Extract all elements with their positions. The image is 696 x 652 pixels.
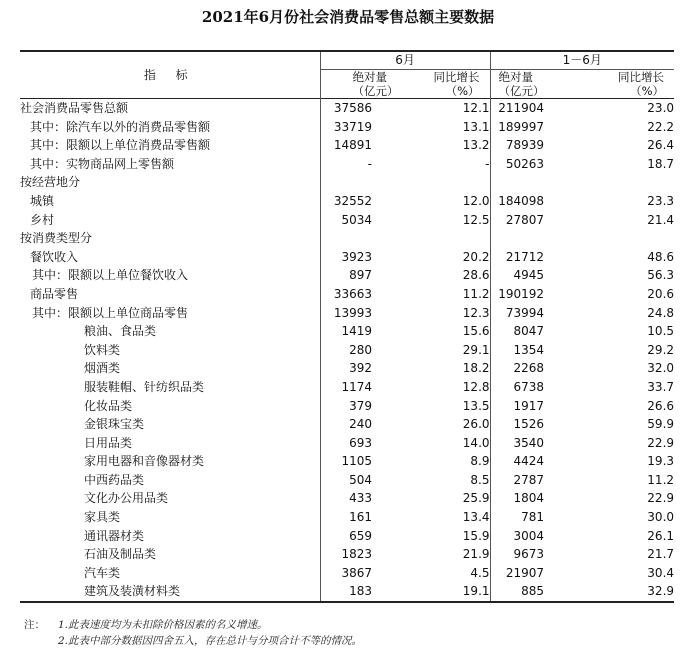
- row-label: 餐饮收入: [30, 249, 79, 264]
- month-abs-cell: 897: [320, 266, 372, 285]
- month-abs-header: 绝对量 （亿元）: [352, 70, 399, 98]
- ytd-yoy-cell: 30.4: [647, 565, 675, 580]
- ytd-yoy-header: 同比增长 （%）: [618, 70, 665, 98]
- row-label: 文化办公用品类: [84, 491, 169, 506]
- row-label: 城镇: [30, 193, 55, 208]
- table-row: [20, 582, 674, 602]
- month-yoy-cell: 15.6: [462, 324, 490, 339]
- ytd-yoy-cell: 22.2: [647, 119, 675, 134]
- month-yoy-cell: 11.2: [462, 286, 490, 301]
- table-row: [20, 564, 674, 583]
- month-abs-cell: 14891: [320, 136, 372, 155]
- ytd-yoy-cell: 23.0: [647, 101, 675, 115]
- ytd-abs-cell: 211904: [490, 99, 544, 118]
- ytd-yoy-cell: 32.9: [544, 582, 674, 602]
- ytd-group-header: 1－6月: [490, 51, 674, 70]
- table-row: [20, 211, 674, 230]
- ytd-yoy-cell: 21.7: [647, 547, 675, 562]
- month-abs-cell: 1174: [320, 378, 372, 397]
- ytd-yoy-cell: 18.7: [647, 156, 675, 171]
- month-yoy-cell: 13.1: [462, 119, 490, 134]
- ytd-yoy-cell: [544, 229, 674, 248]
- ytd-yoy-cell: 10.5: [647, 324, 675, 339]
- month-abs-cell: 379: [320, 397, 372, 416]
- ytd-yoy-cell: 56.3: [647, 268, 675, 283]
- table-row: [20, 508, 674, 527]
- month-abs-cell: 32552: [320, 192, 372, 211]
- ytd-yoy-cell: 24.8: [647, 305, 675, 320]
- row-label: 粮油、食品类: [84, 324, 157, 339]
- table-row: [20, 304, 674, 323]
- month-yoy-cell: 13.5: [462, 398, 490, 413]
- table-row: [20, 397, 674, 416]
- ytd-abs-cell: 8047: [490, 322, 544, 341]
- table-row: [20, 285, 674, 304]
- ytd-yoy-cell: 21.4: [647, 212, 675, 227]
- month-yoy-cell: 12.1: [462, 101, 490, 115]
- month-abs-cell: 1823: [320, 545, 372, 564]
- table-row: [20, 452, 674, 471]
- month-yoy-cell: 28.6: [462, 268, 490, 283]
- month-yoy-cell: 8.5: [470, 472, 490, 487]
- table-row: [20, 415, 674, 434]
- row-label: 其中：限额以上单位消费品零售额: [30, 138, 211, 153]
- month-yoy-cell: 13.2: [462, 138, 490, 153]
- ytd-abs-cell: 4945: [490, 266, 544, 285]
- table-row: [20, 527, 674, 546]
- row-label: 其中：实物商品网上零售额: [30, 156, 175, 171]
- ytd-yoy-cell: 22.9: [647, 491, 675, 506]
- month-yoy-cell: [372, 173, 490, 192]
- row-label: 乡村: [30, 212, 55, 227]
- ytd-yoy-cell: 59.9: [647, 417, 675, 432]
- note-2: 2.此表中部分数据因四舍五入，存在总计与分项合计不等的情况。: [58, 635, 363, 647]
- ytd-abs-cell: 190192: [490, 285, 544, 304]
- row-label: 服装鞋帽、针纺织品类: [84, 379, 205, 394]
- table-row: [20, 155, 674, 174]
- table-row: [20, 322, 674, 341]
- table-row: [20, 266, 674, 285]
- table-row: [20, 341, 674, 360]
- indicator-header: 指 标: [20, 51, 320, 99]
- ytd-yoy-cell: 26.6: [647, 398, 675, 413]
- ytd-abs-cell: 21907: [490, 564, 544, 583]
- ytd-yoy-cell: 29.2: [647, 342, 675, 357]
- month-yoy-cell: 29.1: [462, 342, 490, 357]
- ytd-yoy-cell: 48.6: [647, 249, 675, 264]
- month-group-header: 6月: [320, 51, 490, 70]
- table-row: [20, 136, 674, 155]
- table-row: [20, 192, 674, 211]
- ytd-yoy-cell: 22.9: [647, 435, 675, 450]
- ytd-yoy-cell: 23.3: [647, 193, 675, 208]
- ytd-yoy-cell: [544, 173, 674, 192]
- ytd-abs-header: 绝对量 （亿元）: [490, 70, 544, 99]
- ytd-abs-cell: 189997: [490, 118, 544, 137]
- ytd-abs-cell: 1526: [490, 415, 544, 434]
- ytd-abs-cell: 78939: [490, 136, 544, 155]
- month-abs-cell: 13993: [320, 304, 372, 323]
- notes-prefix: 注：: [24, 619, 45, 631]
- month-yoy-cell: 20.2: [462, 249, 490, 264]
- row-label: 社会消费品零售总额: [20, 101, 129, 115]
- month-yoy-cell: 14.0: [462, 435, 490, 450]
- row-label: 家用电器和音像器材类: [84, 454, 205, 469]
- table-row: [20, 173, 674, 192]
- month-yoy-cell: -: [485, 156, 490, 171]
- ytd-yoy-cell: 26.4: [647, 138, 675, 153]
- month-abs-cell: 1419: [320, 322, 372, 341]
- table-body: [20, 99, 674, 603]
- month-abs-cell: [320, 229, 372, 248]
- month-abs-cell: 659: [320, 527, 372, 546]
- month-yoy-cell: 8.9: [470, 454, 490, 469]
- row-label: 其中：除汽车以外的消费品零售额: [30, 119, 211, 134]
- month-yoy-cell: 19.1: [372, 582, 490, 602]
- table-row: [20, 378, 674, 397]
- month-yoy-cell: 26.0: [462, 417, 490, 432]
- ytd-abs-cell: 3540: [490, 434, 544, 453]
- table-row: [20, 471, 674, 490]
- month-yoy-cell: 15.9: [462, 528, 490, 543]
- page-title: 2021年6月份社会消费品零售总额主要数据: [201, 8, 495, 26]
- table-row: [20, 489, 674, 508]
- ytd-abs-cell: 1804: [490, 489, 544, 508]
- month-abs-cell: 240: [320, 415, 372, 434]
- table-row: [20, 229, 674, 248]
- ytd-yoy-cell: 33.7: [647, 379, 675, 394]
- row-label: 其中：限额以上单位商品零售: [32, 305, 189, 320]
- ytd-abs-cell: 184098: [490, 192, 544, 211]
- row-label: 商品零售: [30, 286, 79, 301]
- month-abs-cell: 280: [320, 341, 372, 360]
- row-label: 家具类: [84, 510, 121, 525]
- row-label: 按经营地分: [20, 175, 81, 190]
- ytd-abs-cell: 27807: [490, 211, 544, 230]
- ytd-abs-cell: 885: [490, 582, 544, 602]
- month-abs-cell: [320, 173, 372, 192]
- month-abs-cell: 392: [320, 359, 372, 378]
- ytd-yoy-cell: 19.3: [647, 454, 675, 469]
- month-abs-cell: 693: [320, 434, 372, 453]
- month-abs-cell: 5034: [320, 211, 372, 230]
- footnotes: [24, 617, 684, 649]
- ytd-yoy-cell: 20.6: [647, 286, 675, 301]
- month-yoy-cell: 25.9: [462, 491, 490, 506]
- month-yoy-cell: 13.4: [462, 510, 490, 525]
- table-row: [20, 434, 674, 453]
- month-abs-cell: 33663: [320, 285, 372, 304]
- ytd-abs-cell: 9673: [490, 545, 544, 564]
- month-yoy-header: 同比增长 （%）: [433, 70, 480, 98]
- table-row: [20, 248, 674, 267]
- ytd-abs-cell: 3004: [490, 527, 544, 546]
- ytd-abs-cell: 1917: [490, 397, 544, 416]
- row-label: 其中：限额以上单位餐饮收入: [32, 268, 189, 283]
- month-yoy-cell: 12.0: [462, 193, 490, 208]
- row-label: 石油及制品类: [84, 547, 157, 562]
- month-abs-cell: 433: [320, 489, 372, 508]
- row-label: 按消费类型分: [20, 231, 93, 246]
- month-yoy-cell: 4.5: [470, 565, 490, 580]
- month-abs-cell: 3867: [320, 564, 372, 583]
- ytd-abs-cell: 6738: [490, 378, 544, 397]
- table-row: [20, 545, 674, 564]
- row-label: 化妆品类: [84, 398, 133, 413]
- month-yoy-cell: 21.9: [462, 547, 490, 562]
- ytd-abs-cell: 73994: [490, 304, 544, 323]
- table-row: [20, 118, 674, 137]
- row-label: 中西药品类: [84, 472, 145, 487]
- table-row: [20, 359, 674, 378]
- row-label: 汽车类: [84, 565, 121, 580]
- table-row: [20, 99, 674, 118]
- month-abs-cell: 161: [320, 508, 372, 527]
- row-label: 日用品类: [84, 435, 133, 450]
- month-abs-cell: 33719: [320, 118, 372, 137]
- row-label: 通讯器材类: [84, 528, 145, 543]
- month-abs-cell: 3923: [320, 248, 372, 267]
- ytd-abs-cell: [490, 173, 544, 192]
- ytd-yoy-cell: 32.0: [647, 361, 675, 376]
- month-abs-cell: 504: [320, 471, 372, 490]
- ytd-abs-cell: 2787: [490, 471, 544, 490]
- ytd-abs-cell: 1354: [490, 341, 544, 360]
- month-abs-cell: -: [320, 155, 372, 174]
- month-yoy-cell: [372, 229, 490, 248]
- ytd-abs-cell: 21712: [490, 248, 544, 267]
- row-label: 建筑及装潢材料类: [20, 582, 320, 602]
- ytd-yoy-cell: 26.1: [647, 528, 675, 543]
- ytd-yoy-cell: 30.0: [647, 510, 675, 525]
- month-yoy-cell: 18.2: [462, 361, 490, 376]
- month-abs-cell: 37586: [320, 99, 372, 118]
- ytd-yoy-cell: 11.2: [647, 472, 675, 487]
- ytd-abs-cell: 781: [490, 508, 544, 527]
- month-abs-cell: 1105: [320, 452, 372, 471]
- month-yoy-cell: 12.5: [462, 212, 490, 227]
- ytd-abs-cell: 50263: [490, 155, 544, 174]
- month-yoy-cell: 12.8: [462, 379, 490, 394]
- row-label: 烟酒类: [84, 361, 121, 376]
- month-abs-cell: 183: [320, 582, 372, 602]
- row-label: 饮料类: [84, 342, 121, 357]
- row-label: 金银珠宝类: [84, 417, 145, 432]
- ytd-abs-cell: 4424: [490, 452, 544, 471]
- ytd-abs-cell: [490, 229, 544, 248]
- note-1: 1.此表速度均为未扣除价格因素的名义增速。: [58, 619, 268, 631]
- month-yoy-cell: 12.3: [462, 305, 490, 320]
- ytd-abs-cell: 2268: [490, 359, 544, 378]
- retail-sales-table: [20, 50, 674, 603]
